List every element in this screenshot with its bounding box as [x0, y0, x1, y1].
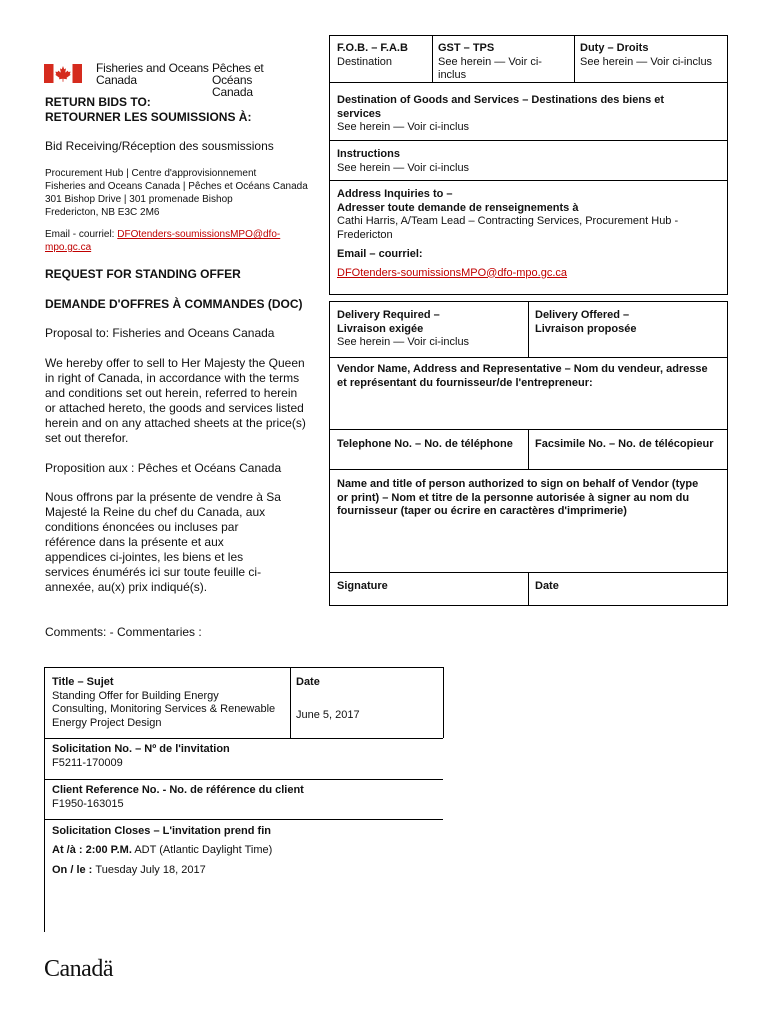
title-value-line: Standing Offer for Building Energy: [52, 689, 219, 702]
destination-title: Destination of Goods and Services – Destinations des biens et: [337, 94, 665, 106]
client-ref-value: F1950-163015: [52, 797, 124, 810]
delivery-offered-title: Delivery Offered –: [535, 309, 630, 321]
authorized-signer-label-cont2: fournisseur (taper ou écrire en caractères d'imprimerie): [337, 505, 627, 517]
address-line: Procurement Hub | Centre d'approvisionnement: [45, 168, 257, 179]
vendor-name-label: Vendor Name, Address and Representative – Nom du vendeur, adresse: [337, 363, 708, 375]
address-line: Fredericton, NB E3C 2M6: [45, 207, 160, 218]
delivery-required-title-cont: Livraison exigée: [337, 322, 424, 335]
fob-title: F.O.B. – F.A.B: [337, 42, 408, 54]
client-ref-label: Client Reference No. - No. de référence du client: [52, 784, 304, 796]
gst-cell: [438, 42, 570, 83]
offer-line: Nous offrons par la présente de vendre à Sa: [45, 490, 281, 504]
gst-value-cont: inclus: [438, 69, 467, 81]
solicitation-no-label: Solicitation No. – Nº de l'invitation: [52, 743, 230, 755]
instructions-title: Instructions: [337, 148, 400, 160]
return-bids-title-fr: RETOURNER LES SOUMISSIONS À:: [45, 109, 252, 124]
closes-time-label: At /à : 2:00 P.M.: [52, 844, 132, 856]
title-cell: [52, 676, 288, 730]
proposal-to-en: Proposal to: Fisheries and Oceans Canada: [45, 326, 275, 340]
vendor-name-label-cont: et représentant du fournisseur/de l'entrepreneur:: [337, 376, 593, 389]
duty-title: Duty – Droits: [580, 42, 649, 54]
return-address: [45, 167, 308, 219]
offer-line: annexée, au(x) prix indiqué(s).: [45, 580, 208, 594]
address-inquiries-value: Cathi Harris, A/Team Lead – Contracting Services, Procurement Hub -: [337, 215, 679, 227]
dept-name-en-line1: Fisheries and Oceans: [96, 61, 209, 75]
offer-line: référence dans la présente et aux: [45, 535, 224, 549]
address-line: Fisheries and Oceans Canada | Pêches et Océans Canada: [45, 181, 308, 192]
title-value-line: Energy Project Design: [52, 716, 162, 729]
date-label: Date: [296, 676, 320, 688]
closes-date: [52, 864, 206, 878]
vendor-name-field[interactable]: [337, 363, 723, 390]
title-label: Title – Sujet: [52, 676, 114, 688]
destination-cell: [337, 94, 664, 135]
delivery-required-value: See herein — Voir ci-inclus: [337, 336, 470, 348]
solicitation-no-cell: [52, 743, 230, 770]
date-field[interactable]: Date: [535, 580, 559, 592]
canada-wordmark: Canadä: [44, 956, 113, 982]
date-value: June 5, 2017: [296, 709, 360, 721]
request-title-fr: DEMANDE D'OFFRES À COMMANDES (DOC): [45, 297, 303, 311]
proposal-to-fr: Proposition aux : Pêches et Océans Canada: [45, 461, 282, 475]
return-email-link[interactable]: DFOtenders-soumissionsMPO@dfo-: [117, 229, 281, 240]
return-email-label: Email - courriel:: [45, 229, 118, 240]
address-inquiries-value-cont: Fredericton: [337, 228, 393, 241]
address-inquiries-title: Address Inquiries to –: [337, 188, 453, 200]
delivery-offered-cell: [535, 309, 636, 336]
contact-email-title: Email – courriel:: [337, 248, 423, 260]
dept-name-fr-line2: Canada: [212, 85, 253, 99]
telephone-field[interactable]: Telephone No. – No. de téléphone: [337, 438, 513, 450]
return-bids-title-en: RETURN BIDS TO:: [45, 95, 151, 109]
destination-value: See herein — Voir ci-inclus: [337, 121, 470, 133]
offer-line: services énumérés ici sur toute feuille ci-: [45, 565, 262, 579]
fob-value: Destination: [337, 55, 393, 68]
instructions-cell: [337, 148, 469, 175]
solicitation-no-value: F5211-170009: [52, 756, 123, 769]
offer-text-fr: [45, 490, 330, 595]
facsimile-field[interactable]: Facsimile No. – No. de télécopieur: [535, 438, 714, 450]
government-logo: [44, 61, 304, 99]
offer-line: in right of Canada, in accordance with the terms: [45, 371, 300, 385]
offer-line: or attached hereto, the goods and services listed: [45, 401, 304, 415]
fob-cell: [337, 42, 408, 69]
canada-flag-icon: [44, 64, 82, 83]
offer-line: conditions énoncées ou incluses par: [45, 520, 239, 534]
dept-name-en-line2: Canada: [96, 73, 137, 87]
delivery-offered-title-cont: Livraison proposée: [535, 322, 637, 335]
offer-text-en: [45, 356, 330, 446]
duty-cell: [580, 42, 712, 69]
gst-value: See herein — Voir ci-: [438, 55, 542, 68]
duty-value: See herein — Voir ci-inclus: [580, 55, 713, 68]
closes-time-value: ADT (Atlantic Daylight Time): [131, 844, 273, 856]
closes-time: [52, 844, 272, 858]
contact-email-link[interactable]: DFOtenders-soumissionsMPO@dfo-mpo.gc.ca: [337, 266, 568, 279]
delivery-required-title: Delivery Required –: [337, 309, 440, 321]
closes-date-value: Tuesday July 18, 2017: [95, 864, 206, 876]
instructions-value: See herein — Voir ci-inclus: [337, 161, 470, 174]
gst-title: GST – TPS: [438, 42, 495, 54]
offer-line: Majesté la Reine du chef du Canada, aux: [45, 505, 266, 519]
authorized-signer-label: Name and title of person authorized to sign on behalf of Vendor (type: [337, 478, 699, 490]
client-ref-cell: [52, 784, 304, 811]
authorized-signer-field[interactable]: [337, 478, 723, 519]
contact-email-cell: [337, 248, 567, 280]
offer-line: set out therefor.: [45, 431, 129, 445]
address-inquiries-title-cont: Adresser toute demande de renseignements à: [337, 201, 579, 214]
dept-name-fr-line1: Pêches et Océans: [212, 61, 264, 87]
offer-line: We hereby offer to sell to Her Majesty the Queen: [45, 356, 305, 370]
comments-label: Comments: - Commentaries :: [45, 625, 202, 639]
return-email-link-cont[interactable]: mpo.gc.ca: [45, 242, 92, 253]
closes-date-label: On / le :: [52, 864, 96, 876]
delivery-required-cell: [337, 309, 469, 350]
destination-title-cont: services: [337, 107, 382, 120]
address-line: 301 Bishop Drive | 301 promenade Bishop: [45, 194, 233, 205]
authorized-signer-label-cont: or print) – Nom et titre de la personne autorisée à signer au nom du: [337, 491, 690, 504]
bid-receiving: Bid Receiving/Réception des sousmissions: [45, 139, 274, 153]
offer-line: and conditions set out herein, referred to herein: [45, 386, 298, 400]
offer-line: appendices ci-jointes, les biens et les: [45, 550, 244, 564]
address-inquiries-cell: [337, 188, 723, 242]
signature-field[interactable]: Signature: [337, 580, 388, 592]
title-value-line: Consulting, Monitoring Services & Renewable: [52, 703, 276, 715]
closes-label: Solicitation Closes – L'invitation prend fin: [52, 825, 271, 837]
offer-line: herein and on any attached sheets at the price(s): [45, 416, 306, 430]
request-title-en: REQUEST FOR STANDING OFFER: [45, 267, 241, 281]
